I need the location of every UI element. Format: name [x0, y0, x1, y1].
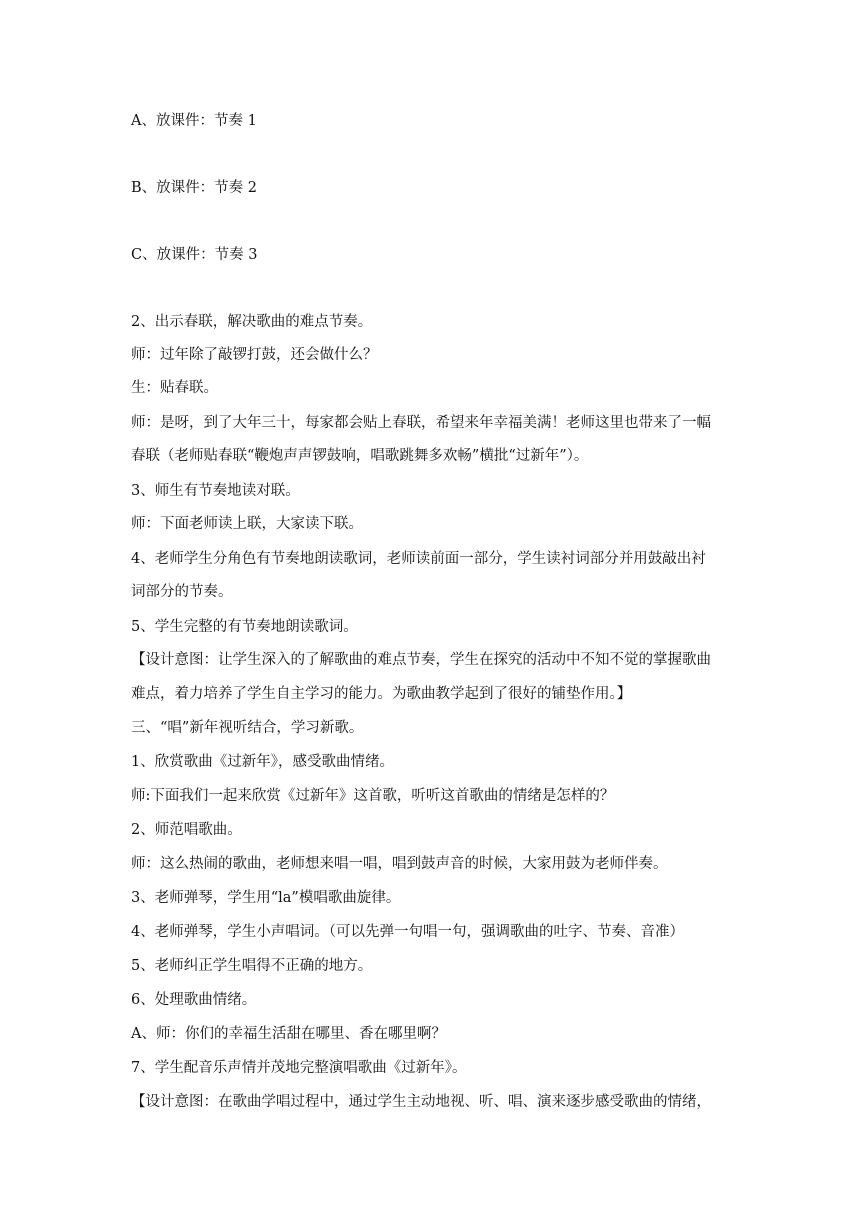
text-line: 3、老师弹琴，学生用“la”模唱歌曲旋律。	[131, 890, 401, 906]
text-line: 5、学生完整的有节奏地朗读歌词。	[131, 619, 358, 635]
text-line: C、放课件：节奏 3	[131, 247, 258, 263]
text-line: 7、学生配音乐声情并茂地完整演唱歌曲《过新年》。	[131, 1060, 467, 1076]
text-line: 师：下面老师读上联，大家读下联。	[131, 516, 363, 532]
text-line: 【设计意图：在歌曲学唱过程中，通过学生主动地视、听、唱、演来逐步感受歌曲的情绪，	[131, 1094, 711, 1110]
text-line: 词部分的节奏。	[131, 584, 233, 600]
text-line: 春联（老师贴春联“鞭炮声声锣鼓响，唱歌跳舞多欢畅”横批“过新年”）。	[131, 448, 589, 464]
text-line: 师:下面我们一起来欣赏《过新年》这首歌，听听这首歌曲的情绪是怎样的？	[131, 788, 615, 804]
text-line: 4、老师学生分角色有节奏地朗读歌词，老师读前面一部分，学生读衬词部分并用鼓敲出衬	[131, 551, 706, 567]
text-line: 【设计意图：让学生深入的了解歌曲的难点节奏，学生在探究的活动中不知不觉的掌握歌曲	[131, 652, 711, 668]
text-line: B、放课件：节奏 2	[131, 180, 257, 196]
text-line: 3、师生有节奏地读对联。	[131, 483, 300, 499]
text-line: A、师：你们的幸福生活甜在哪里、香在哪里啊？	[131, 1026, 446, 1042]
text-line: 2、出示春联，解决歌曲的难点节奏。	[131, 314, 373, 330]
text-line: A、放课件：节奏 1	[131, 113, 257, 129]
text-line: 三、“唱”新年视听结合，学习新歌。	[131, 720, 364, 736]
text-line: 4、老师弹琴，学生小声唱词。（可以先弹一句唱一句，强调歌曲的吐字、节奏、音准）	[131, 924, 684, 940]
text-line: 2、师范唱歌曲。	[131, 822, 242, 838]
text-line: 6、处理歌曲情绪。	[131, 992, 257, 1008]
text-line: 生：贴春联。	[131, 380, 218, 396]
text-line: 难点，着力培养了学生自主学习的能力。为歌曲教学起到了很好的铺垫作用。】	[131, 686, 632, 702]
text-line: 1、欣赏歌曲《过新年》，感受歌曲情绪。	[131, 754, 394, 770]
text-line: 师：这么热闹的歌曲，老师想来唱一唱，唱到鼓声音的时候，大家用鼓为老师伴奏。	[131, 856, 668, 872]
text-line: 师：过年除了敲锣打鼓，还会做什么？	[131, 347, 378, 363]
text-line: 师：是呀，到了大年三十，每家都会贴上春联，希望来年幸福美满！老师这里也带来了一幅	[131, 415, 711, 431]
text-line: 5、老师纠正学生唱得不正确的地方。	[131, 958, 373, 974]
